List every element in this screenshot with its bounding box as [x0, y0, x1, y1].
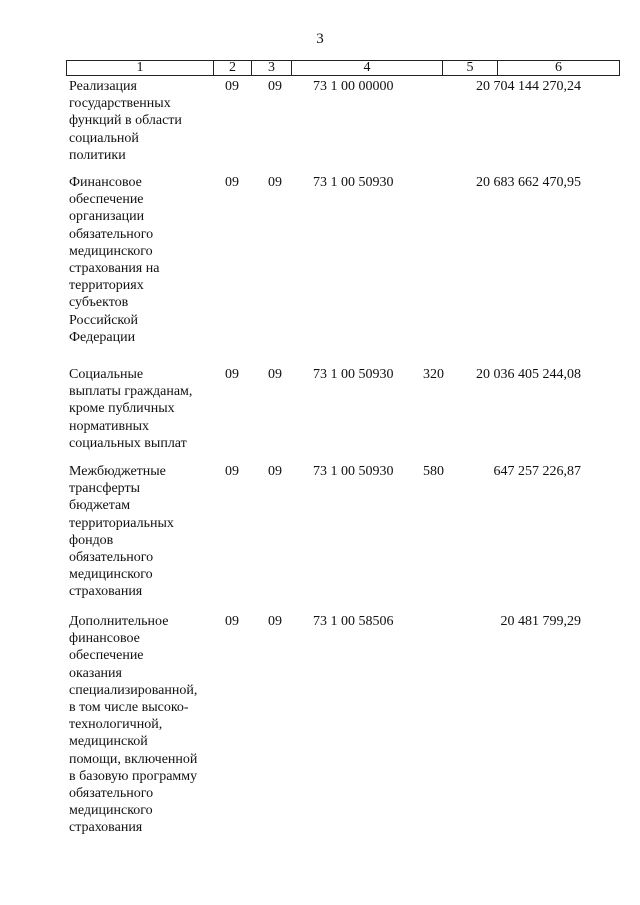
- row-subsection: 09: [268, 614, 282, 629]
- row-name-line: медицинского: [69, 803, 153, 819]
- row-section: 09: [225, 464, 239, 479]
- row-name-line: нормативных: [69, 418, 150, 434]
- row-name-line: государственных: [69, 96, 171, 112]
- row-name-line: функций в области: [69, 113, 182, 129]
- row-name-line: организации: [69, 209, 145, 225]
- row-name: [69, 366, 214, 452]
- table-row: [0, 174, 640, 366]
- row-name-line: кроме публичных: [69, 401, 175, 417]
- row-name-line: обязательного: [69, 550, 154, 566]
- row-name-line: медицинского: [69, 243, 153, 259]
- row-section: 09: [225, 367, 239, 382]
- row-name-line: бюджетам: [69, 498, 131, 514]
- row-name-line: в базовую программу: [69, 768, 198, 784]
- table-row: [0, 613, 640, 843]
- budget-rows: [0, 78, 640, 843]
- row-target-code: 73 1 00 00000: [313, 79, 394, 94]
- row-name-line: территориях: [69, 278, 144, 294]
- row-subsection: 09: [268, 79, 282, 94]
- row-target-code: 73 1 00 50930: [313, 367, 394, 382]
- header-col-4: 4: [292, 61, 443, 76]
- header-col-6: 6: [498, 61, 620, 76]
- row-name-line: страхования: [69, 584, 143, 600]
- header-col-1: 1: [67, 61, 214, 76]
- row-name-line: обязательного: [69, 226, 154, 242]
- row-name: [69, 463, 214, 601]
- page-number: 3: [316, 31, 324, 47]
- row-expense-type: 320: [423, 367, 444, 382]
- row-subsection: 09: [268, 367, 282, 382]
- table-row: [0, 366, 640, 463]
- row-name-line: Дополнительное: [69, 614, 169, 629]
- row-subsection: 09: [268, 464, 282, 479]
- header-col-2: 2: [214, 61, 252, 76]
- row-name-line: Финансовое: [69, 175, 142, 190]
- row-target-code: 73 1 00 58506: [313, 614, 394, 629]
- row-amount: 20 481 799,29: [500, 614, 581, 629]
- row-name-line: фондов: [69, 532, 114, 548]
- row-name-line: обеспечение: [69, 192, 144, 208]
- row-subsection: 09: [268, 175, 282, 190]
- row-name-line: в том числе высоко-: [69, 700, 189, 716]
- table-row: [0, 463, 640, 613]
- row-section: 09: [225, 175, 239, 190]
- row-name-line: медицинской: [69, 734, 148, 750]
- row-name-line: Реализация: [69, 79, 137, 94]
- row-name-line: трансферты: [69, 481, 141, 497]
- column-number-header: [66, 60, 620, 76]
- header-col-3: 3: [252, 61, 292, 76]
- row-name-line: Федерации: [69, 329, 136, 345]
- row-section: 09: [225, 79, 239, 94]
- row-amount: 20 036 405 244,08: [476, 367, 581, 382]
- row-target-code: 73 1 00 50930: [313, 175, 394, 190]
- row-name-line: субъектов: [69, 295, 129, 311]
- row-expense-type: 580: [423, 464, 444, 479]
- row-name-line: Межбюджетные: [69, 464, 166, 479]
- header-col-5: 5: [443, 61, 498, 76]
- table-row: [0, 78, 640, 174]
- row-name-line: страхования: [69, 820, 143, 836]
- row-amount: 20 704 144 270,24: [476, 79, 581, 94]
- row-amount: 20 683 662 470,95: [476, 175, 581, 190]
- row-name: [69, 78, 214, 164]
- header-row: [67, 61, 620, 76]
- row-name-line: финансовое: [69, 631, 140, 647]
- row-name-line: обеспечение: [69, 648, 144, 664]
- row-section: 09: [225, 614, 239, 629]
- row-name-line: Социальные: [69, 367, 144, 382]
- row-name-line: страхования на: [69, 261, 160, 277]
- row-name-line: Российской: [69, 312, 138, 328]
- row-amount: 647 257 226,87: [493, 464, 581, 479]
- row-name-line: социальных выплат: [69, 435, 187, 451]
- row-name-line: обязательного: [69, 786, 154, 802]
- row-name-line: технологичной,: [69, 717, 163, 733]
- row-target-code: 73 1 00 50930: [313, 464, 394, 479]
- row-name-line: помощи, включенной: [69, 751, 198, 767]
- row-name: [69, 174, 214, 346]
- row-name-line: оказания: [69, 665, 122, 681]
- row-name-line: специализированной,: [69, 682, 198, 698]
- row-name-line: социальной: [69, 130, 139, 146]
- row-name: [69, 613, 214, 837]
- row-name-line: медицинского: [69, 567, 153, 583]
- row-name-line: выплаты гражданам,: [69, 384, 193, 400]
- row-name-line: территориальных: [69, 515, 174, 531]
- row-name-line: политики: [69, 147, 126, 163]
